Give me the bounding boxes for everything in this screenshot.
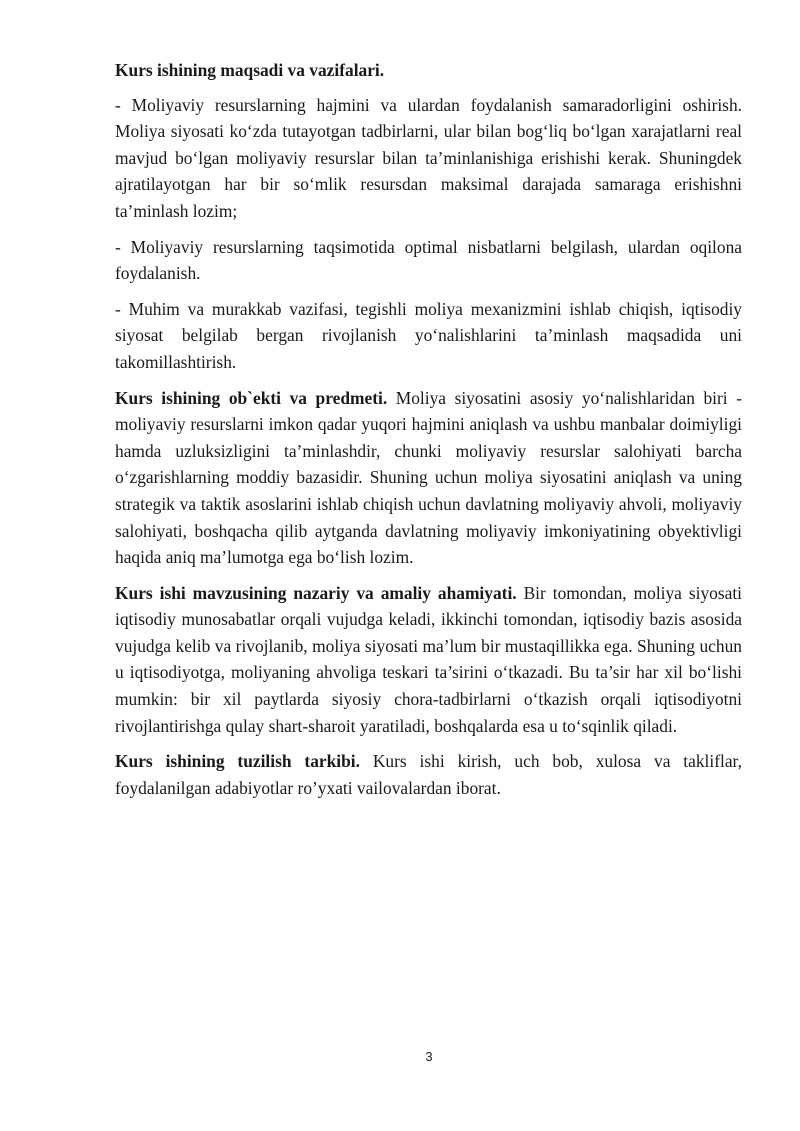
paragraph-significance	[115, 580, 742, 740]
section-heading-goals: Kurs ishining maqsadi va vazifalari.	[115, 60, 385, 80]
page-content	[115, 57, 742, 810]
paragraph-text: Bir tomondan, moliya siyosati iqtisodiy munosabatlar orqali vujudga keladi, ikkinchi tomondan, iqtisodiy bazis asosida vujudga kelib va rivojlanib, moliya siyosati ma’lum bir mustaqillikka ega. Shuning uchun u iqtisodiyotga, moliyaning ahvoliga teskari ta’sirini o‘tkazadi. Bu ta’sir har xil bo‘lishi mumkin: bir xil paytlarda siyosiy chora-tadbirlarni o‘tkazish orqali iqtisodiyotni rivojlantirishga qulay shart-sharoit yaratiladi, boshqalarda esa u to‘sqinlik qiladi.	[115, 582, 742, 736]
paragraph-text: - Moliyaviy resurslarning hajmini va ulardan foydalanish samaradorligini oshirish. Moliya siyosati ko‘zda tutayotgan tadbirlarni, ular bilan bog‘liq bo‘lgan xarajatlarni real mavjud bo‘lgan moliyaviy resurslar bilan ta’minlanishiga erishishi kerak. Shuningdek ajratilayotgan har bir so‘mlik resursdan maksimal darajada samaraga erishishni ta’minlash lozim;	[115, 94, 742, 221]
paragraph-text: Kurs ishi kirish, uch bob, xulosa va takliflar, foydalanilgan adabiyotlar ro’yxati vailovalardan iborat.	[115, 751, 742, 798]
paragraph-text: - Moliyaviy resurslarning taqsimotida optimal nisbatlarni belgilash, ulardan oqilona foydalanish.	[115, 236, 742, 284]
paragraph-lead-significance: Kurs ishi mavzusining nazariy va amaliy ahamiyati.	[115, 582, 517, 603]
paragraph-lead-object-subject: Kurs ishining ob`ekti va predmeti.	[115, 387, 388, 408]
paragraph-goal-1	[115, 92, 742, 225]
paragraph-object-subject	[115, 385, 742, 571]
paragraph-goal-2	[115, 234, 742, 287]
paragraph-text: - Muhim va murakkab vazifasi, tegishli moliya mexanizmini ishlab chiqish, iqtisodiy siyosat belgilab bergan rivojlanish yo‘nalishlarini ta’minlash maqsadida uni takomillashtirish.	[115, 298, 742, 372]
paragraph-lead-structure: Kurs ishining tuzilish tarkibi.	[115, 751, 360, 772]
page-number: 3	[425, 1049, 433, 1064]
paragraph-goal-3	[115, 296, 742, 376]
paragraph-text: Moliya siyosatini asosiy yo‘nalishlaridan biri - moliyaviy resurslarni imkon qadar yuqori hajmini aniqlash va ushbu manbalar doimiyligi hamda uzluksizligini ta’minlashdir, chunki moliyaviy resurslar salohiyati barcha o‘zgarishlarning moddiy bazasidir. Shuning uchun moliya siyosatini aniqlash va uning strategik va taktik asoslarini ishlab chiqish uchun davlatning moliyaviy ahvoli, moliyaviy salohiyati, boshqacha qilib aytganda davlatning moliyaviy imkoniyatining obyektivligi haqida aniq ma’lumotga ega bo‘lish lozim.	[115, 387, 742, 568]
paragraph-structure	[115, 748, 742, 801]
